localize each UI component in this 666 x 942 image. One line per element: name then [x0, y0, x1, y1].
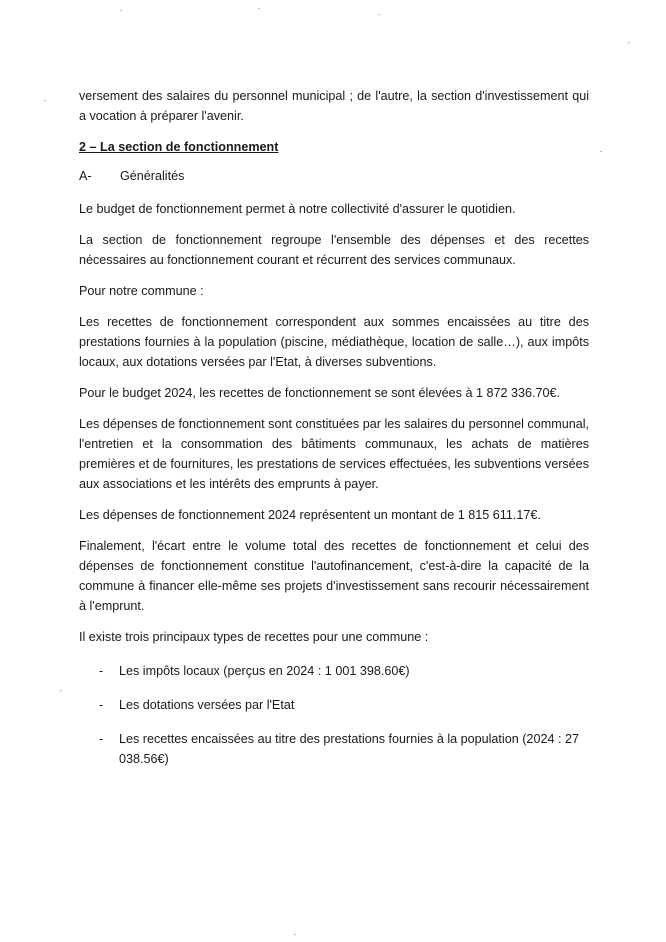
- section-heading: 2 – La section de fonctionnement: [79, 140, 279, 154]
- subsection-heading: [79, 166, 589, 186]
- paragraph: Le budget de fonctionnement permet à notre collectivité d'assurer le quotidien.: [79, 202, 516, 216]
- revenue-types-list: [79, 661, 589, 769]
- list-item-text: Les recettes encaissées au titre des prestations fournies à la population (2024 : 27 038.56€): [119, 732, 579, 766]
- paragraph: Les recettes de fonctionnement correspondent aux sommes encaissées au titre des prestations fournies à la population (piscine, médiathèque, location de salle…), aux impôts locaux, aux dotations versées par l'Etat, à diverses subventions.: [79, 315, 589, 369]
- list-item: [79, 729, 589, 769]
- paragraph: Finalement, l'écart entre le volume total des recettes de fonctionnement et celui des dépenses de fonctionnement constitue l'autofinancement, c'est-à-dire la capacité de la commune à financer elle-même ses projets d'investissement sans recourir nécessairement à l'emprunt.: [79, 539, 589, 613]
- scan-speck: [378, 14, 380, 15]
- paragraph: Il existe trois principaux types de recettes pour une commune :: [79, 630, 429, 644]
- list-item-text: Les dotations versées par l'Etat: [119, 698, 295, 712]
- list-item: [79, 661, 589, 681]
- list-marker: -: [99, 732, 104, 746]
- paragraph: Pour le budget 2024, les recettes de fonctionnement se sont élevées à 1 872 336.70€.: [79, 386, 560, 400]
- paragraph: La section de fonctionnement regroupe l'ensemble des dépenses et des recettes nécessaires au fonctionnement courant et récurrent des services communaux.: [79, 233, 589, 267]
- scan-speck: [600, 151, 602, 152]
- document-body: [79, 86, 589, 783]
- subsection-letter: A-: [79, 169, 92, 183]
- intro-paragraph: versement des salaires du personnel municipal ; de l'autre, la section d'investissement qui a vocation à préparer l'avenir.: [79, 89, 589, 123]
- scan-speck: [258, 8, 260, 9]
- list-item-text: Les impôts locaux (perçus en 2024 : 1 001 398.60€): [119, 664, 410, 678]
- scan-speck: [294, 934, 296, 935]
- scan-speck: [44, 100, 46, 101]
- scan-speck: [628, 42, 630, 43]
- subsection-title: Généralités: [120, 169, 185, 183]
- paragraph: Pour notre commune :: [79, 284, 204, 298]
- paragraph: Les dépenses de fonctionnement 2024 représentent un montant de 1 815 611.17€.: [79, 508, 541, 522]
- scan-speck: [120, 10, 122, 11]
- paragraph: Les dépenses de fonctionnement sont constituées par les salaires du personnel communal, l'entretien et la consommation des bâtiments communaux, les achats de matières premières et de fournitures, les prestations de services effectuées, les subventions versées aux associations et les intérêts des emprunts à payer.: [79, 417, 589, 491]
- scan-speck: [60, 690, 62, 691]
- list-item: [79, 695, 589, 715]
- list-marker: -: [99, 698, 104, 712]
- list-marker: -: [99, 664, 104, 678]
